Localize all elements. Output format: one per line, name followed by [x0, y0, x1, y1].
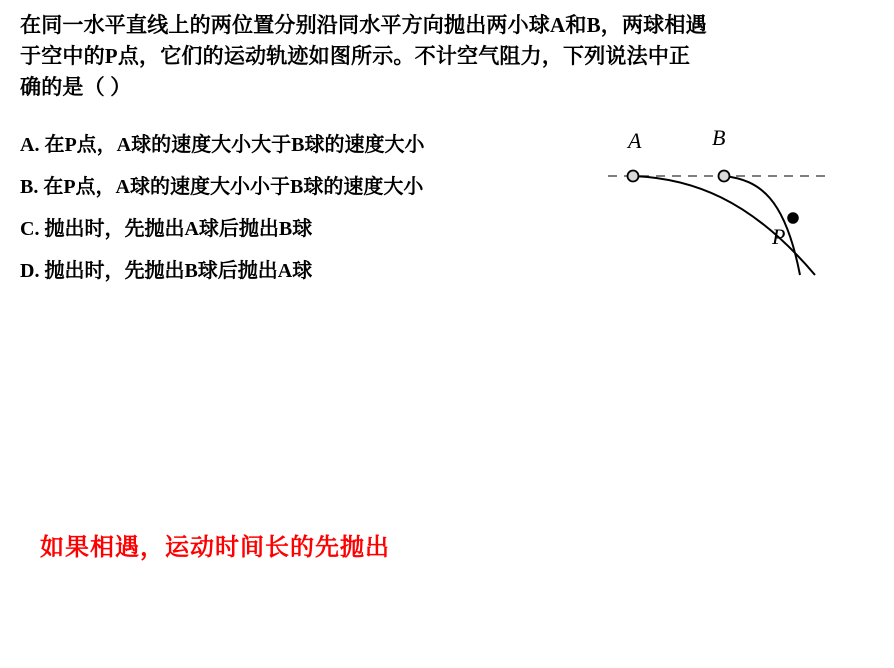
- ball-b-marker: [719, 171, 730, 182]
- projectile-diagram: [600, 120, 880, 280]
- point-p-marker: [788, 213, 798, 223]
- option-d-text: 抛出时，先抛出B球后抛出A球: [44, 260, 313, 282]
- option-a-label: A.: [20, 134, 40, 156]
- figure-label-a: A: [628, 128, 642, 153]
- trajectory-a-curve: [633, 176, 815, 275]
- option-b-label: B.: [20, 176, 39, 198]
- option-c-label: C.: [20, 218, 40, 240]
- option-a-text: 在P点，A球的速度大小大于B球的速度大小: [44, 134, 425, 156]
- option-c: [20, 216, 620, 243]
- stem-line-2: 于空中的P点，它们的运动轨迹如图所示。不计空气阻力，下列说法中正: [20, 44, 691, 68]
- option-b-text: 在P点，A球的速度大小小于B球的速度大小: [43, 176, 424, 198]
- option-d-label: D.: [20, 260, 40, 282]
- option-c-text: 抛出时，先抛出A球后抛出B球: [44, 218, 313, 240]
- figure-label-p: P: [772, 224, 786, 249]
- ball-a-marker: [628, 171, 639, 182]
- option-b: [20, 174, 620, 201]
- options-list: [20, 132, 620, 300]
- diagram-svg: [600, 120, 880, 280]
- figure-label-b: B: [712, 125, 726, 150]
- stem-line-3: 确的是（ ）: [20, 75, 132, 99]
- question-stem: [20, 10, 872, 103]
- stem-line-1: 在同一水平直线上的两位置分别沿同水平方向抛出两小球A和B，两球相遇: [20, 13, 707, 37]
- hint-note: 如果相遇，运动时间长的先抛出: [40, 535, 390, 561]
- option-a: [20, 132, 620, 159]
- option-d: [20, 258, 620, 285]
- trajectory-b-curve: [724, 176, 800, 275]
